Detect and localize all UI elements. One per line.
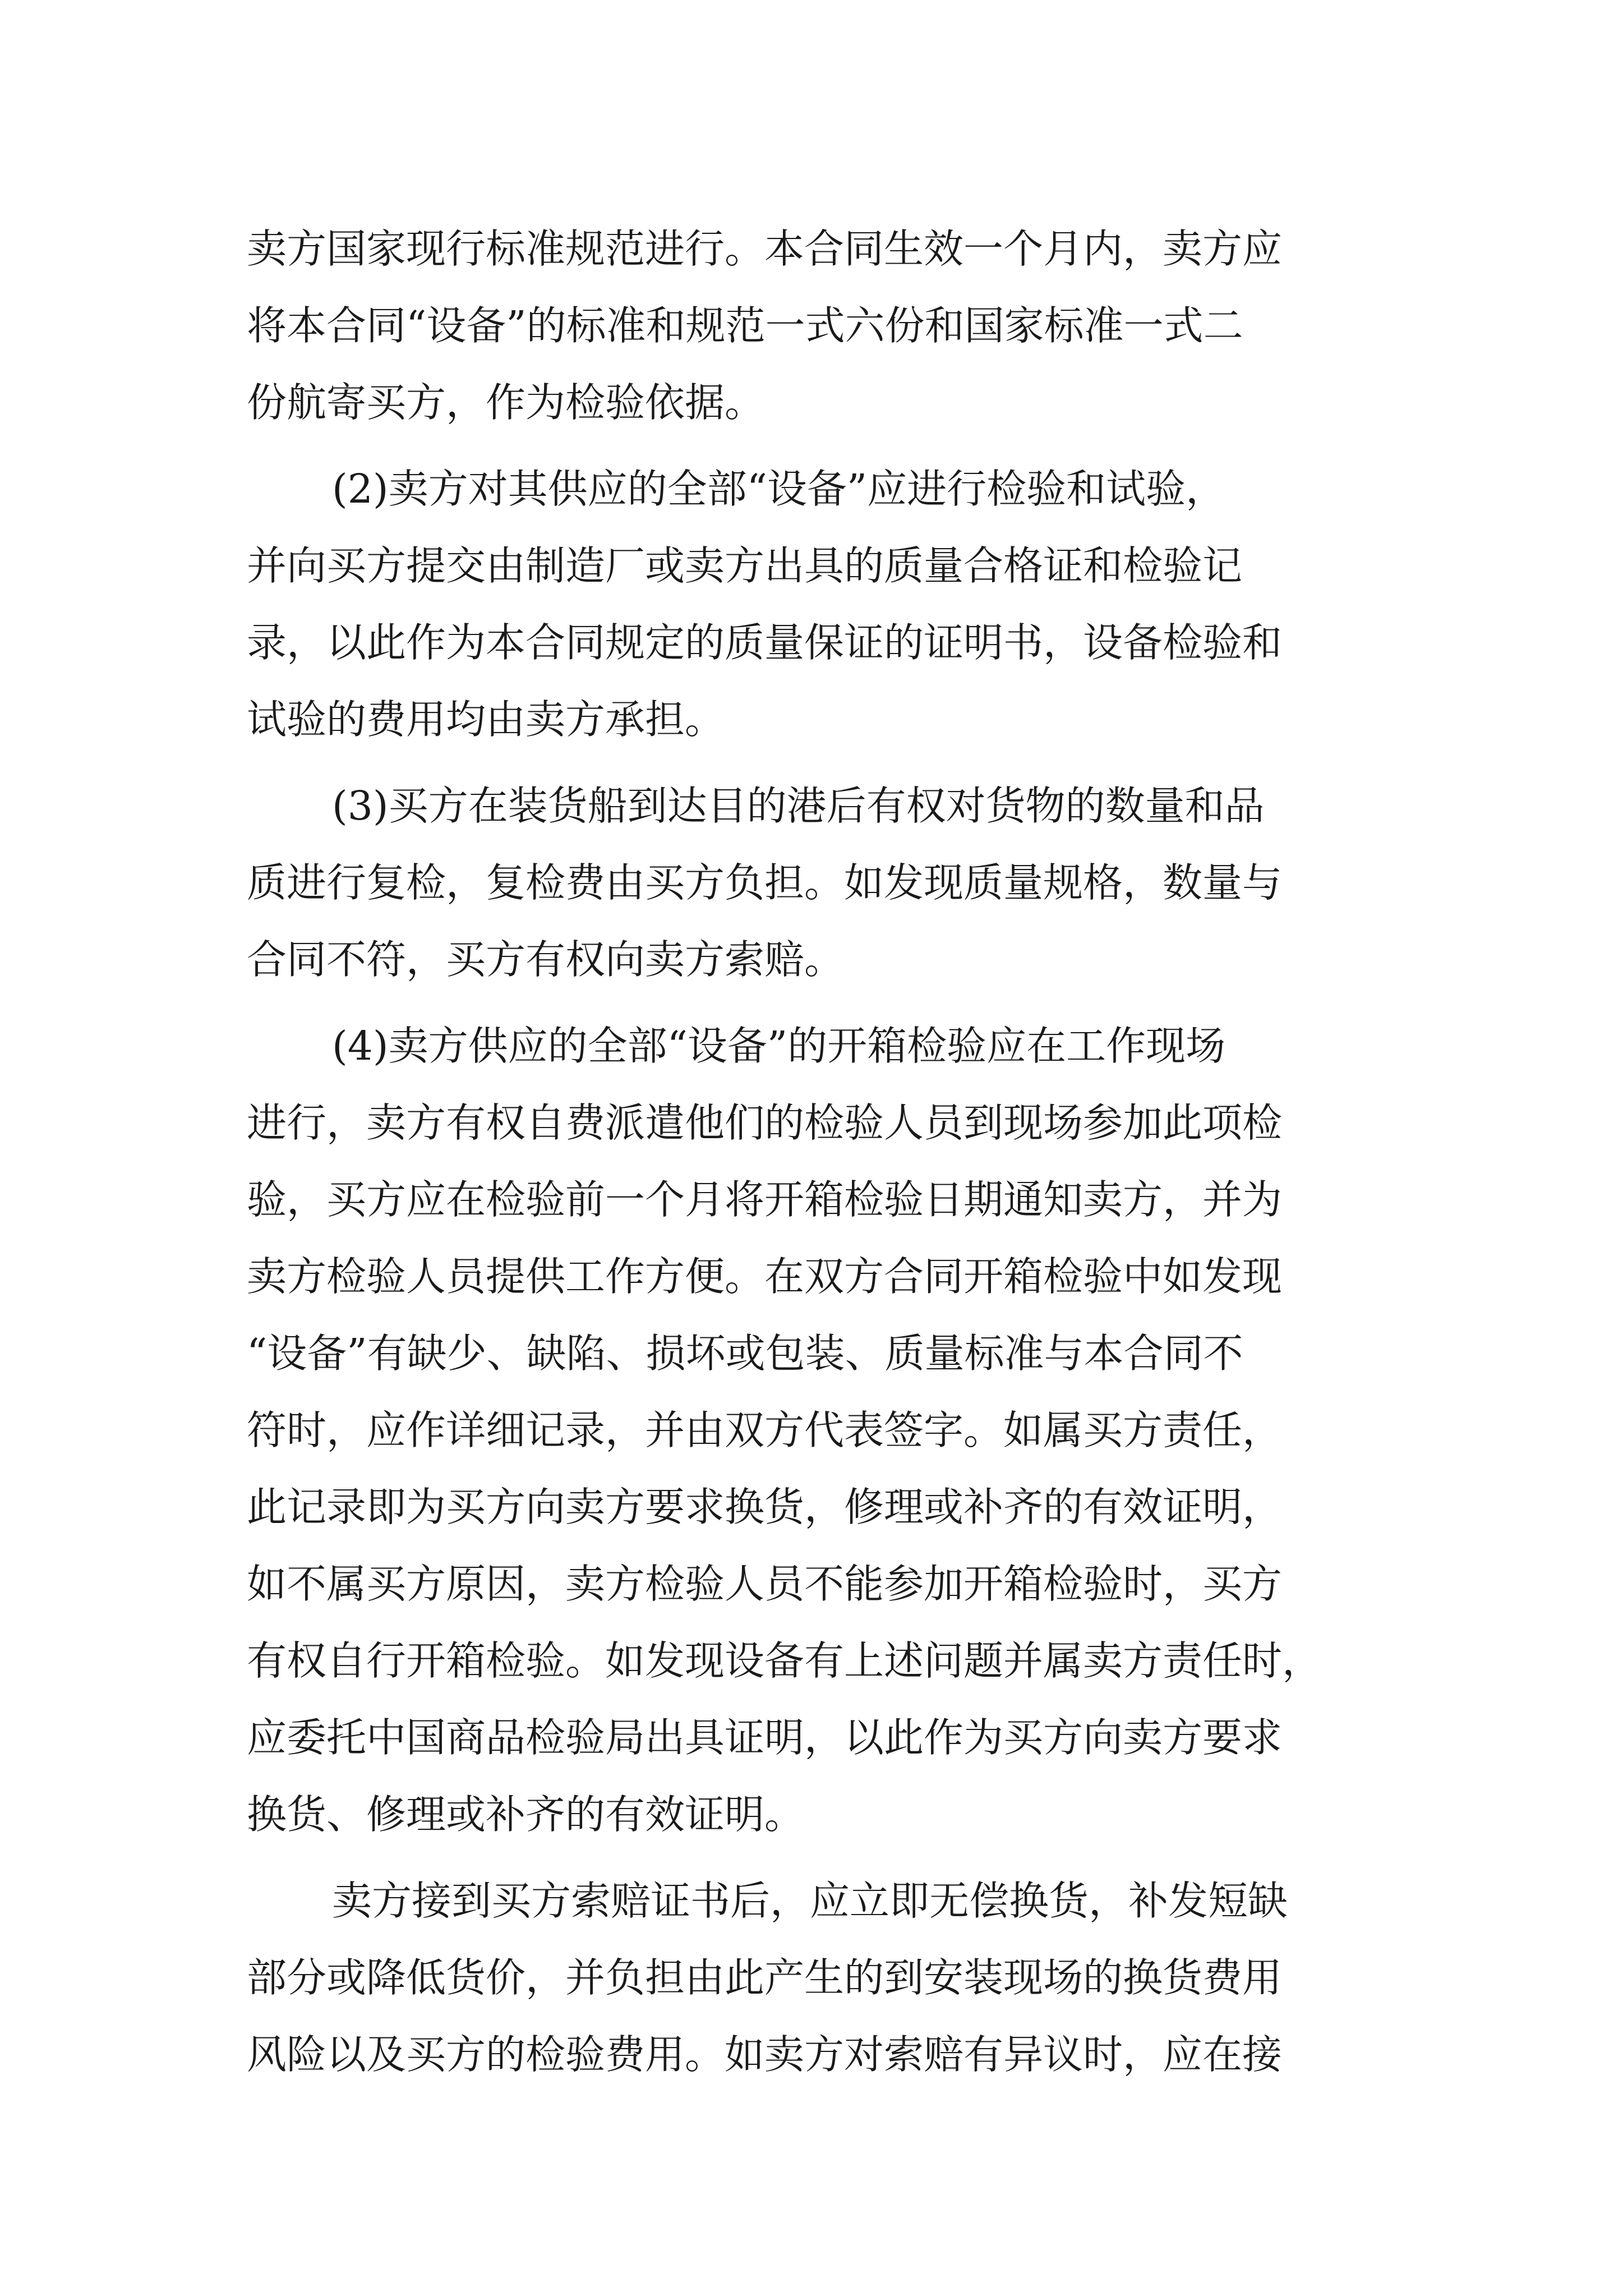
text-line: 卖方国家现行标准规范进行。本合同生效一个月内，卖方应 <box>247 226 1283 272</box>
text-line: 进行，卖方有权自费派遣他们的检验人员到现场参加此项检 <box>247 1099 1283 1146</box>
text-line: “设备”有缺少、缺陷、损坏或包装、质量标准与本合同不 <box>247 1330 1243 1377</box>
text-line: 质进行复检，复检费由买方负担。如发现质量规格，数量与 <box>247 859 1283 906</box>
text-line: 换货、修理或补齐的有效证明。 <box>247 1791 805 1838</box>
text-line: 将本合同“设备”的标准和规范一式六份和国家标准一式二 <box>247 302 1243 349</box>
text-line: 份航寄买方，作为检验依据。 <box>247 379 765 426</box>
text-line: 如不属买方原因，卖方检验人员不能参加开箱检验时，买方 <box>247 1561 1283 1607</box>
text-line: 有权自行开箱检验。如发现设备有上述问题并属卖方责任时， <box>247 1637 1322 1684</box>
text-line: 风险以及买方的检验费用。如卖方对索赔有异议时，应在接 <box>247 2031 1283 2078</box>
text-line: (4)卖方供应的全部“设备”的开箱检验应在工作现场 <box>332 1023 1226 1069</box>
text-line: 应委托中国商品检验局出具证明，以此作为买方向卖方要求 <box>247 1714 1283 1761</box>
text-line: 并向买方提交由制造厂或卖方出具的质量合格证和检验记 <box>247 542 1243 589</box>
text-line: 验，买方应在检验前一个月将开箱检验日期通知卖方，并为 <box>247 1176 1283 1223</box>
text-line: 此记录即为买方向卖方要求换货，修理或补齐的有效证明， <box>247 1484 1283 1530</box>
paragraph-4 <box>247 1007 1402 1853</box>
text-line: 卖方接到买方索赔证书后，应立即无偿换货，补发短缺 <box>332 1878 1288 1924</box>
paragraph-1 <box>247 210 1402 441</box>
text-line: 卖方检验人员提供工作方便。在双方合同开箱检验中如发现 <box>247 1253 1283 1300</box>
text-line: 部分或降低货价，并负担由此产生的到安装现场的换货费用 <box>247 1954 1283 2001</box>
paragraph-5 <box>247 1862 1402 2093</box>
document-body <box>247 210 1402 2102</box>
paragraph-3 <box>247 767 1402 998</box>
text-line: 合同不符，买方有权向卖方索赔。 <box>247 936 845 983</box>
text-line: 符时，应作详细记录，并由双方代表签字。如属买方责任， <box>247 1407 1283 1453</box>
paragraph-2 <box>247 450 1402 758</box>
text-line: (2)卖方对其供应的全部“设备”应进行检验和试验， <box>332 466 1226 512</box>
text-line: 录，以此作为本合同规定的质量保证的证明书，设备检验和 <box>247 619 1283 666</box>
text-line: 试验的费用均由卖方承担。 <box>247 696 725 743</box>
text-line: (3)买方在装货船到达目的港后有权对货物的数量和品 <box>332 783 1265 829</box>
